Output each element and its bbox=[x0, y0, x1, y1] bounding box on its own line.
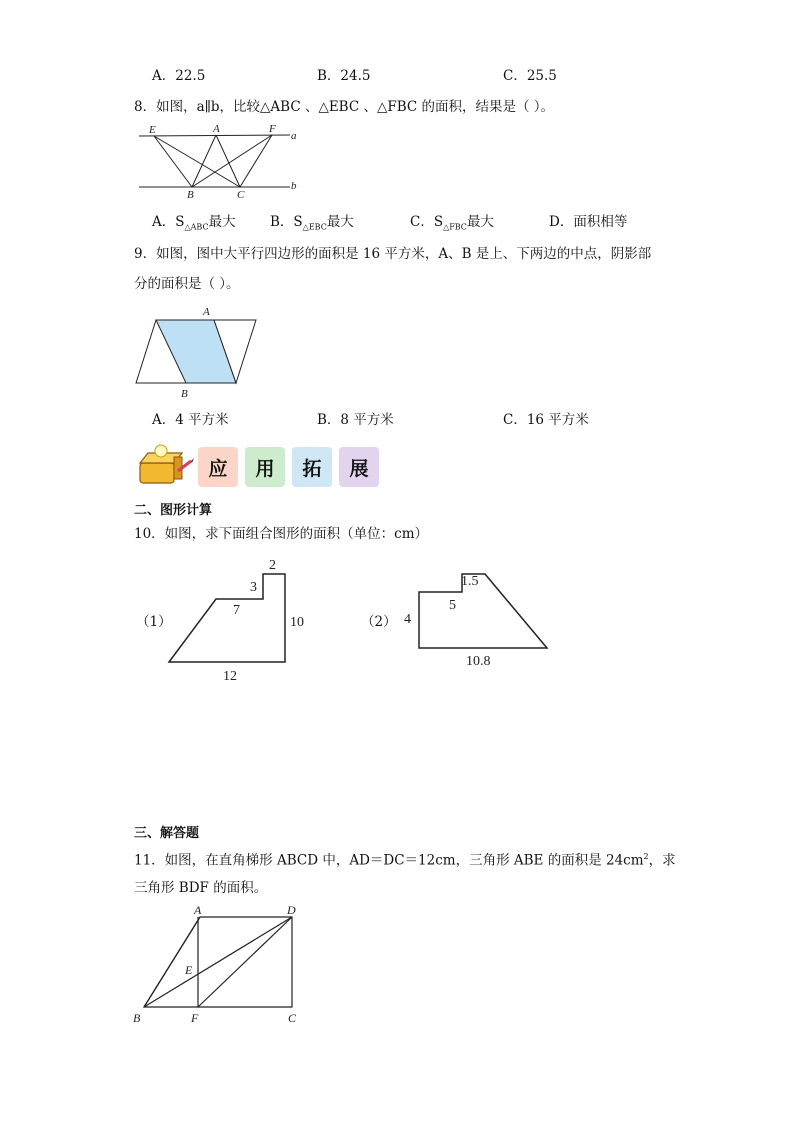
section-title-3: 三、解答题 bbox=[134, 826, 200, 841]
dim-4: 4 bbox=[404, 612, 411, 627]
q7-option-b: B．24.5 bbox=[317, 68, 371, 84]
banner-tile-ying: 应 bbox=[198, 447, 238, 487]
q10-stem: 10．如图，求下面组合图形的面积（单位：cm） bbox=[134, 526, 429, 542]
trapezoid-figure bbox=[130, 900, 310, 1030]
q8-stem: 8．如图，a∥b，比较△ABC 、△EBC 、△FBC 的面积，结果是（ ）。 bbox=[134, 99, 555, 115]
section-title-2: 二、图形计算 bbox=[134, 503, 213, 518]
dim-2: 2 bbox=[269, 558, 276, 573]
dim-3: 3 bbox=[250, 580, 257, 595]
banner-tile-zhan: 展 bbox=[339, 447, 379, 487]
q8-option-a: A．$S_{\triangle ABC}$最大 bbox=[152, 214, 236, 232]
q9-option-b: B．8 平方米 bbox=[317, 412, 394, 428]
q9-stem-line1: 9．如图，图中大平行四边形的面积是 16 平方米，A、B 是上、下两边的中点，阴影部 bbox=[134, 246, 652, 262]
label-b: B bbox=[133, 1011, 141, 1025]
label-a: A bbox=[194, 903, 202, 917]
label-line-b: b bbox=[291, 180, 297, 192]
treasure-box-icon bbox=[134, 443, 194, 491]
q9-figure bbox=[132, 302, 262, 402]
dim-1-5: 1.5 bbox=[461, 574, 479, 589]
fig1-label: （1） bbox=[136, 614, 172, 630]
label-b: B bbox=[181, 388, 188, 400]
q11-stem-line1: 11．如图，在直角梯形 ABCD 中，AD＝DC＝12cm，三角形 ABE 的面积是 $24cm^2$，求 bbox=[134, 852, 676, 869]
label-c: C bbox=[288, 1011, 297, 1025]
q7-option-a: A．22.5 bbox=[152, 68, 206, 84]
q7-option-c: C．25.5 bbox=[503, 68, 557, 84]
label-a: A bbox=[203, 306, 210, 318]
q9-stem-line2: 分的面积是（ ）。 bbox=[134, 276, 240, 292]
q8-option-c: C．$S_{\triangle FBC}$最大 bbox=[410, 214, 494, 232]
composite-figure-1 bbox=[160, 552, 320, 688]
q8-option-b: B．$S_{\triangle EBC}$最大 bbox=[270, 214, 354, 232]
dim-12: 12 bbox=[223, 669, 237, 684]
label-c: C bbox=[237, 189, 245, 201]
q9-option-c: C．16 平方米 bbox=[503, 412, 589, 428]
dim-5: 5 bbox=[449, 598, 456, 613]
label-e: E bbox=[149, 124, 156, 136]
dim-10-8: 10.8 bbox=[466, 654, 491, 669]
label-e: E bbox=[185, 963, 193, 977]
composite-figure-2 bbox=[396, 566, 556, 672]
q8-figure bbox=[134, 122, 314, 202]
fig2-label: （2） bbox=[361, 614, 397, 630]
banner-tile-tuo: 拓 bbox=[292, 447, 332, 487]
banner-tile-yong: 用 bbox=[245, 447, 285, 487]
label-b: B bbox=[187, 189, 194, 201]
q11-stem-line2: 三角形 BDF 的面积。 bbox=[134, 880, 268, 896]
label-d: D bbox=[287, 903, 296, 917]
label-a: A bbox=[213, 123, 220, 135]
q8-option-d: D．面积相等 bbox=[549, 214, 628, 230]
dim-10: 10 bbox=[290, 615, 304, 630]
dim-7: 7 bbox=[233, 603, 240, 618]
label-f: F bbox=[191, 1011, 199, 1025]
q9-option-a: A．4 平方米 bbox=[152, 412, 229, 428]
label-f: F bbox=[269, 123, 276, 135]
label-line-a: a bbox=[291, 130, 297, 142]
